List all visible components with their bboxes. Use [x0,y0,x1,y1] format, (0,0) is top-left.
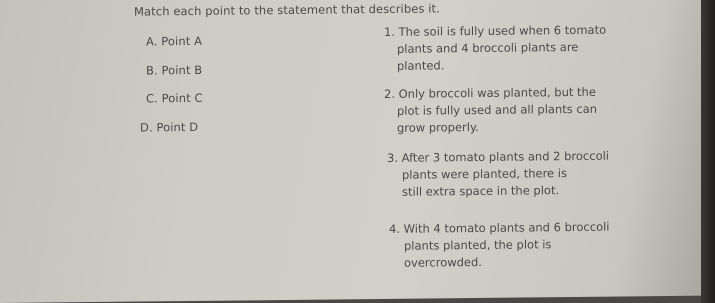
statement-3 [387,148,609,201]
option-point-a: A. Point A [146,33,203,49]
instructions: Match each point to the statement that describes it. [134,1,440,19]
statement-3-line-3: still extra space in the plot. [402,183,560,199]
statement-4-line-2: plants planted, the plot is [404,237,552,253]
statement-4-line-1: 4. With 4 tomato plants and 6 broccoli [389,219,610,236]
option-point-d: D. Point D [140,119,199,135]
statement-1 [384,22,606,75]
statement-3-line-1: 3. After 3 tomato plants and 2 broccoli [387,148,609,165]
statement-2-line-3: grow properly. [397,119,479,135]
option-point-c: C. Point C [146,90,203,106]
statement-1-line-2: plants and 4 broccoli plants are [397,39,579,56]
statement-3-line-2: plants were planted, there is [402,166,567,182]
statement-1-line-3: planted. [397,58,445,73]
statement-2-line-2: plot is fully used and all plants can [397,101,598,118]
statement-4-line-3: overcrowded. [404,254,482,270]
statement-4 [389,219,610,272]
statement-2 [384,84,597,137]
statement-2-line-1: 2. Only broccoli was planted, but the [384,84,596,101]
statement-1-line-1: 1. The soil is fully used when 6 tomato [384,22,607,39]
option-point-b: B. Point B [146,62,203,78]
page-edge-shadow [701,0,715,303]
